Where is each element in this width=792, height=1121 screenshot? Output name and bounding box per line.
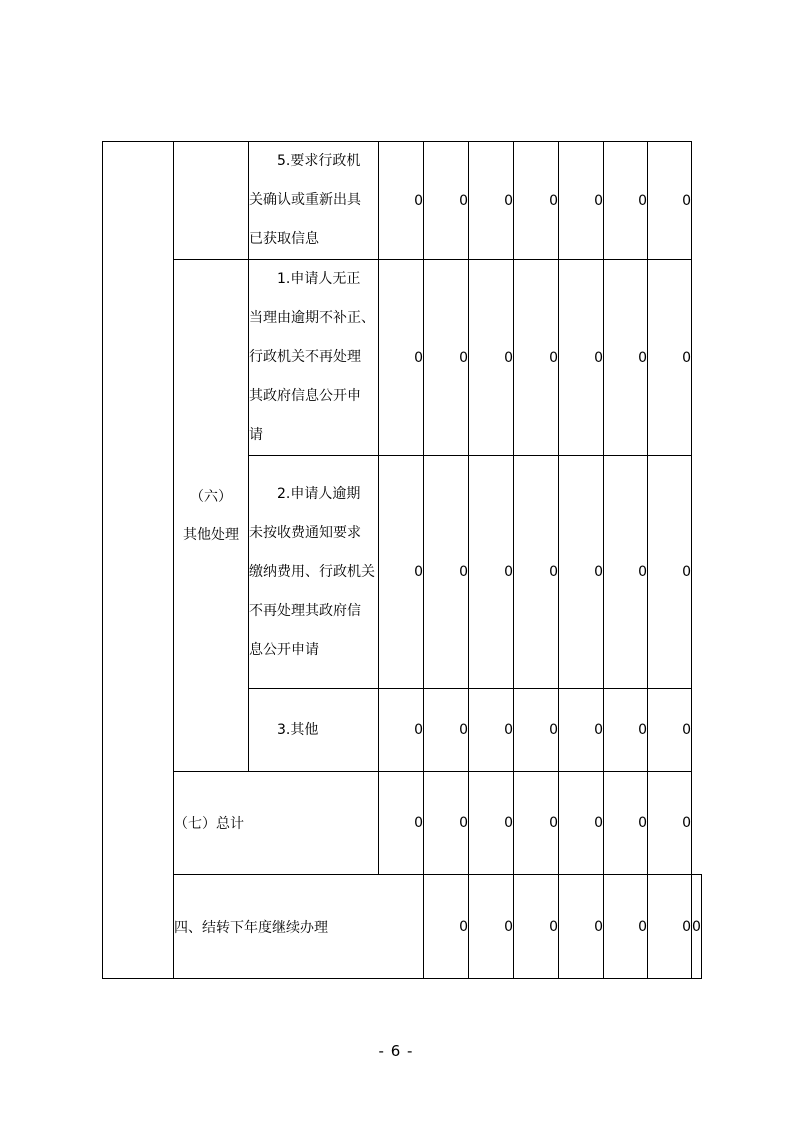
value-cell: 0: [559, 772, 604, 875]
row-label-other-3: 3.其他: [249, 689, 379, 772]
value-cell: 0: [604, 142, 648, 260]
value-cell: 0: [469, 142, 514, 260]
row-label-refuse-5: 5.要求行政机 关确认或重新出具 已获取信息: [249, 142, 379, 260]
value-cell: 0: [648, 260, 692, 456]
category-refuse-continued-cell: [174, 142, 249, 260]
value-cell: 0: [469, 689, 514, 772]
value-cell: 0: [379, 142, 424, 260]
value-cell: 0: [424, 772, 469, 875]
table-row-carryover: [103, 875, 702, 979]
statistics-table: [102, 141, 702, 979]
value-cell: 0: [469, 456, 514, 689]
table-row-total: [103, 772, 702, 875]
value-cell: 0: [648, 689, 692, 772]
value-cell: 0: [514, 142, 559, 260]
value-cell: 0: [604, 456, 648, 689]
value-cell: 0: [514, 772, 559, 875]
value-cell: 0: [648, 772, 692, 875]
value-cell: 0: [559, 456, 604, 689]
row-label-total: （七）总计: [174, 772, 379, 875]
value-cell: 0: [424, 142, 469, 260]
value-cell: 0: [469, 772, 514, 875]
value-cell: 0: [379, 260, 424, 456]
row-label-other-1: 1.申请人无正 当理由逾期不补正、 行政机关不再处理 其政府信息公开申 请: [249, 260, 379, 456]
value-cell: 0: [692, 875, 702, 979]
value-cell: 0: [559, 689, 604, 772]
category-other-cell: （六） 其他处理: [174, 260, 249, 772]
value-cell: 0: [379, 689, 424, 772]
value-cell: 0: [604, 772, 648, 875]
value-cell: 0: [469, 260, 514, 456]
row-label-carryover: 四、结转下年度继续办理: [174, 875, 424, 979]
value-cell: 0: [424, 875, 469, 979]
value-cell: 0: [648, 456, 692, 689]
value-cell: 0: [559, 875, 604, 979]
value-cell: 0: [379, 456, 424, 689]
value-cell: 0: [648, 142, 692, 260]
page-number: - 6 -: [378, 1042, 414, 1060]
value-cell: 0: [559, 260, 604, 456]
value-cell: 0: [424, 260, 469, 456]
row-label-other-2: 2.申请人逾期 未按收费通知要求 缴纳费用、行政机关 不再处理其政府信 息公开申请: [249, 456, 379, 689]
value-cell: 0: [604, 260, 648, 456]
value-cell: 0: [559, 142, 604, 260]
outer-category-cell: [103, 142, 174, 979]
value-cell: 0: [424, 456, 469, 689]
value-cell: 0: [648, 875, 692, 979]
value-cell: 0: [514, 456, 559, 689]
value-cell: 0: [604, 875, 648, 979]
value-cell: 0: [424, 689, 469, 772]
value-cell: 0: [469, 875, 514, 979]
value-cell: 0: [514, 260, 559, 456]
table-row-refuse-5: [103, 142, 702, 260]
value-cell: 0: [379, 772, 424, 875]
value-cell: 0: [604, 689, 648, 772]
value-cell: 0: [514, 875, 559, 979]
value-cell: 0: [514, 689, 559, 772]
table-row-other-1: [103, 260, 702, 456]
